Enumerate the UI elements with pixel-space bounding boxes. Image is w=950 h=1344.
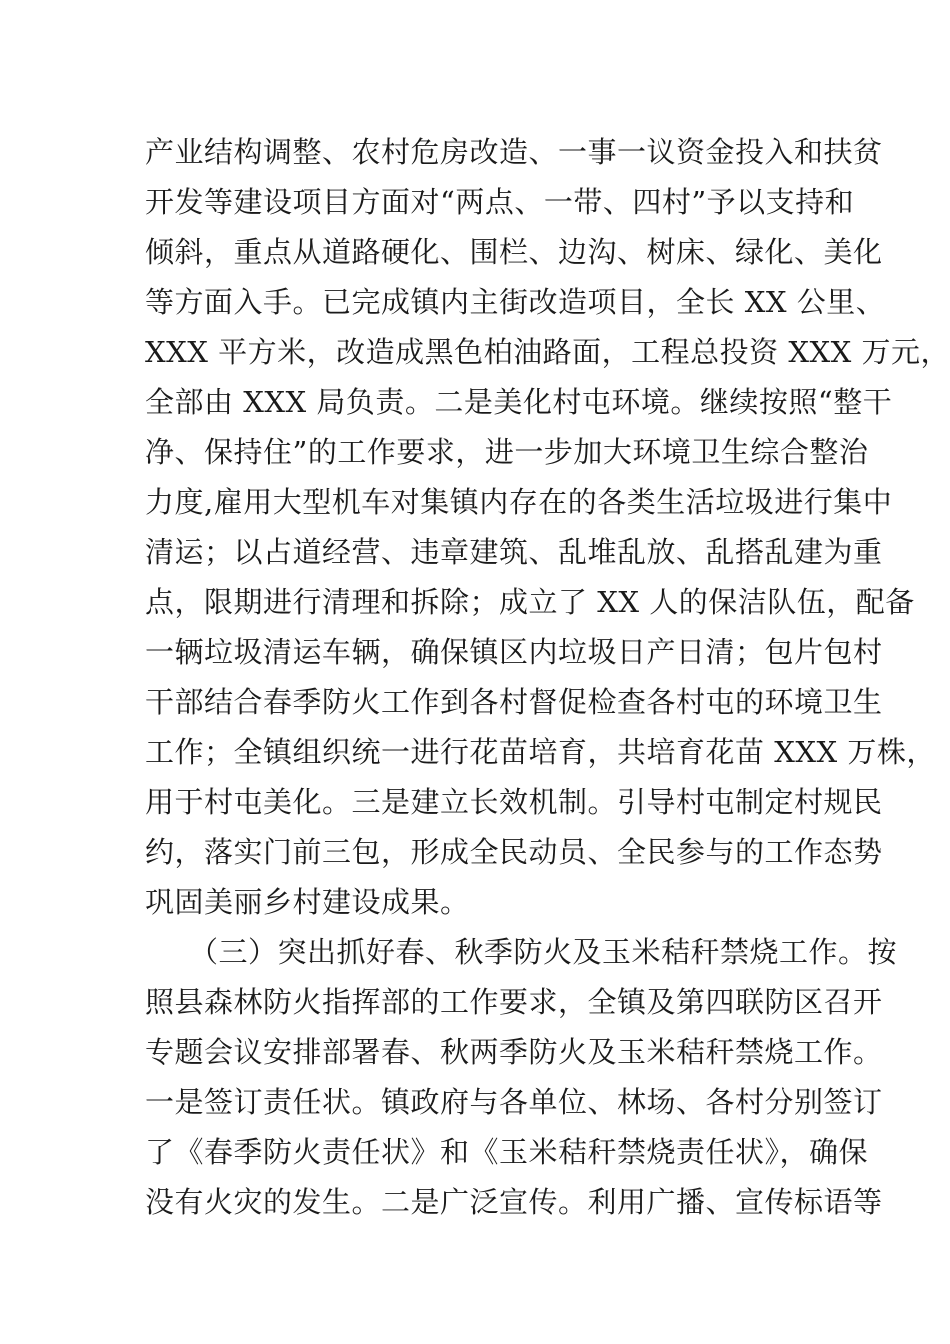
text-line: 净、保持住”的工作要求，进一步加大环境卫生综合整治 xyxy=(145,435,869,469)
text-line: 用于村屯美化。三是建立长效机制。引导村屯制定村规民 xyxy=(145,785,883,819)
text-line: 约，落实门前三包，形成全民动员、全民参与的工作态势 xyxy=(145,835,883,869)
paragraph-heading: （三）突出抓好春、秋季防火及玉米秸秆禁烧工作。按 xyxy=(189,935,898,969)
text-line: 了《春季防火责任状》和《玉米秸秆禁烧责任状》，确保 xyxy=(145,1135,869,1169)
text-line: 全部由 XXX 局负责。二是美化村屯环境。继续按照“整干 xyxy=(145,385,893,419)
text-line: 专题会议安排部署春、秋两季防火及玉米秸秆禁烧工作。 xyxy=(145,1035,883,1069)
text-line: 照县森林防火指挥部的工作要求，全镇及第四联防区召开 xyxy=(145,985,883,1019)
text-line: 工作；全镇组织统一进行花苗培育，共培育花苗 XXX 万株， xyxy=(145,735,936,769)
text-line: 倾斜，重点从道路硬化、围栏、边沟、树床、绿化、美化 xyxy=(145,235,883,269)
text-line: XXX 平方米，改造成黑色柏油路面，工程总投资 XXX 万元， xyxy=(145,335,950,369)
text-line: 一辆垃圾清运车辆，确保镇区内垃圾日产日清；包片包村 xyxy=(145,635,883,669)
text-line: 干部结合春季防火工作到各村督促检查各村屯的环境卫生 xyxy=(145,685,883,719)
text-line: 巩固美丽乡村建设成果。 xyxy=(145,885,470,919)
text-line: 没有火灾的发生。二是广泛宣传。利用广播、宣传标语等 xyxy=(145,1185,883,1219)
text-line: 产业结构调整、农村危房改造、一事一议资金投入和扶贫 xyxy=(145,135,883,169)
text-line: 清运；以占道经营、违章建筑、乱堆乱放、乱搭乱建为重 xyxy=(145,535,883,569)
text-line: 等方面入手。已完成镇内主街改造项目，全长 XX 公里、 xyxy=(145,285,886,319)
text-line: 开发等建设项目方面对“两点、一带、四村”予以支持和 xyxy=(145,185,855,219)
text-line: 力度,雇用大型机车对集镇内存在的各类生活垃圾进行集中 xyxy=(145,485,893,519)
text-line: 一是签订责任状。镇政府与各单位、林场、各村分别签订 xyxy=(145,1085,883,1119)
text-line: 点，限期进行清理和拆除；成立了 XX 人的保洁队伍，配备 xyxy=(145,585,915,619)
